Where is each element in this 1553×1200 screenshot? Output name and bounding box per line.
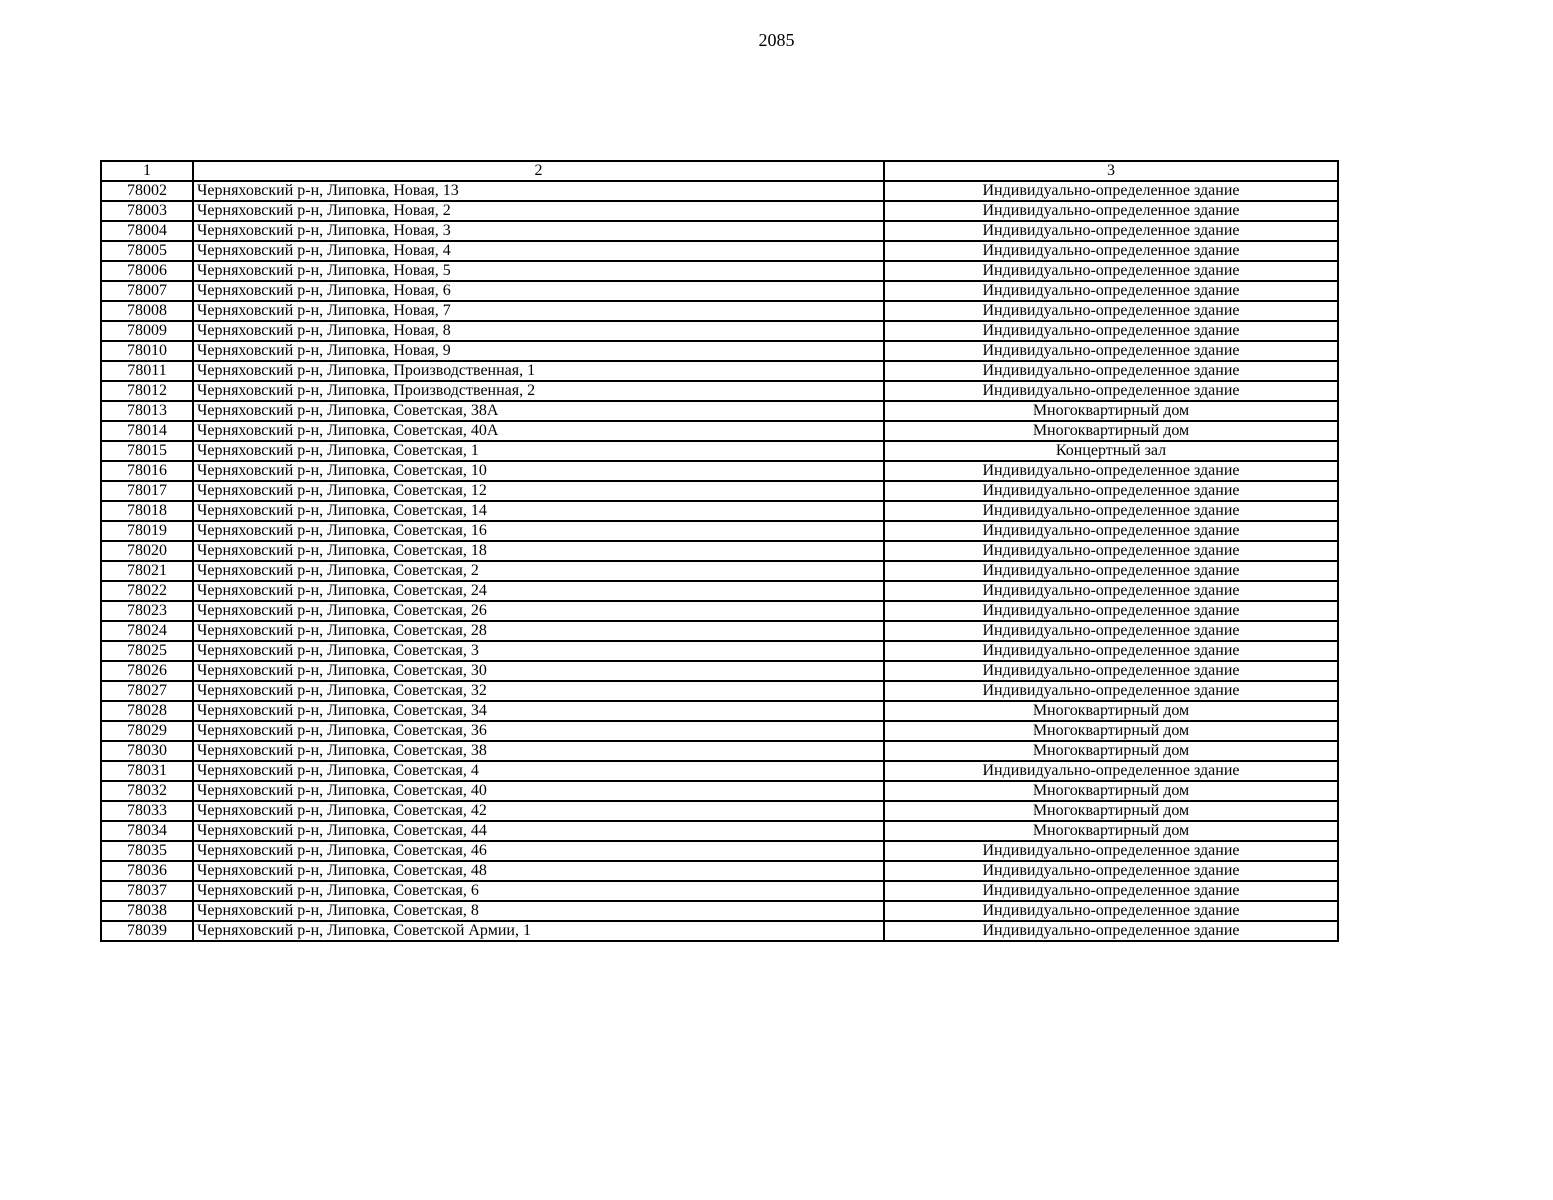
- address-cell: Черняховский р-н, Липовка, Советская, 36: [193, 721, 884, 741]
- table-row: [101, 321, 1338, 341]
- table-row: [101, 901, 1338, 921]
- address-cell: Черняховский р-н, Липовка, Советская, 10: [193, 461, 884, 481]
- table-row: [101, 781, 1338, 801]
- object-type-cell: Индивидуально-определенное здание: [884, 861, 1338, 881]
- table-row: [101, 761, 1338, 781]
- row-number-cell: 78011: [101, 361, 193, 381]
- table-row: [101, 561, 1338, 581]
- table-row: [101, 201, 1338, 221]
- address-cell: Черняховский р-н, Липовка, Советская, 2: [193, 561, 884, 581]
- object-type-cell: Многоквартирный дом: [884, 721, 1338, 741]
- address-cell: Черняховский р-н, Липовка, Советская, 12: [193, 481, 884, 501]
- table-row: [101, 441, 1338, 461]
- address-cell: Черняховский р-н, Липовка, Советская, 38: [193, 741, 884, 761]
- row-number-cell: 78014: [101, 421, 193, 441]
- table-row: [101, 341, 1338, 361]
- address-cell: Черняховский р-н, Липовка, Советская, 46: [193, 841, 884, 861]
- address-cell: Черняховский р-н, Липовка, Производственная, 2: [193, 381, 884, 401]
- row-number-cell: 78030: [101, 741, 193, 761]
- row-number-cell: 78036: [101, 861, 193, 881]
- table-row: [101, 581, 1338, 601]
- object-type-cell: Многоквартирный дом: [884, 781, 1338, 801]
- row-number-cell: 78005: [101, 241, 193, 261]
- address-cell: Черняховский р-н, Липовка, Советская, 6: [193, 881, 884, 901]
- table-row: [101, 881, 1338, 901]
- object-type-cell: Индивидуально-определенное здание: [884, 541, 1338, 561]
- table-row: [101, 421, 1338, 441]
- object-type-cell: Индивидуально-определенное здание: [884, 361, 1338, 381]
- object-type-cell: Индивидуально-определенное здание: [884, 581, 1338, 601]
- column-header-2: 2: [193, 161, 884, 181]
- object-type-cell: Концертный зал: [884, 441, 1338, 461]
- object-type-cell: Индивидуально-определенное здание: [884, 681, 1338, 701]
- address-cell: Черняховский р-н, Липовка, Новая, 2: [193, 201, 884, 221]
- table-row: [101, 181, 1338, 201]
- table-row: [101, 381, 1338, 401]
- address-cell: Черняховский р-н, Липовка, Новая, 3: [193, 221, 884, 241]
- header-row: [101, 161, 1338, 181]
- object-type-cell: Индивидуально-определенное здание: [884, 201, 1338, 221]
- object-type-cell: Многоквартирный дом: [884, 821, 1338, 841]
- object-type-cell: Индивидуально-определенное здание: [884, 661, 1338, 681]
- row-number-cell: 78026: [101, 661, 193, 681]
- object-type-cell: Индивидуально-определенное здание: [884, 301, 1338, 321]
- address-cell: Черняховский р-н, Липовка, Советская, 28: [193, 621, 884, 641]
- address-cell: Черняховский р-н, Липовка, Советская, 3: [193, 641, 884, 661]
- object-type-cell: Индивидуально-определенное здание: [884, 921, 1338, 941]
- object-type-cell: Индивидуально-определенное здание: [884, 881, 1338, 901]
- object-type-cell: Многоквартирный дом: [884, 701, 1338, 721]
- address-cell: Черняховский р-н, Липовка, Новая, 13: [193, 181, 884, 201]
- table-row: [101, 361, 1338, 381]
- row-number-cell: 78015: [101, 441, 193, 461]
- table-row: [101, 521, 1338, 541]
- row-number-cell: 78002: [101, 181, 193, 201]
- row-number-cell: 78039: [101, 921, 193, 941]
- row-number-cell: 78034: [101, 821, 193, 841]
- row-number-cell: 78022: [101, 581, 193, 601]
- row-number-cell: 78019: [101, 521, 193, 541]
- object-type-cell: Индивидуально-определенное здание: [884, 341, 1338, 361]
- row-number-cell: 78003: [101, 201, 193, 221]
- address-cell: Черняховский р-н, Липовка, Новая, 5: [193, 261, 884, 281]
- address-cell: Черняховский р-н, Липовка, Советская, 24: [193, 581, 884, 601]
- column-header-3: 3: [884, 161, 1338, 181]
- address-cell: Черняховский р-н, Липовка, Советская, 44: [193, 821, 884, 841]
- address-cell: Черняховский р-н, Липовка, Советская, 40: [193, 781, 884, 801]
- table-row: [101, 261, 1338, 281]
- address-cell: Черняховский р-н, Липовка, Новая, 9: [193, 341, 884, 361]
- object-type-cell: Индивидуально-определенное здание: [884, 761, 1338, 781]
- table-row: [101, 921, 1338, 941]
- row-number-cell: 78028: [101, 701, 193, 721]
- row-number-cell: 78004: [101, 221, 193, 241]
- object-type-cell: Индивидуально-определенное здание: [884, 321, 1338, 341]
- object-type-cell: Индивидуально-определенное здание: [884, 281, 1338, 301]
- object-type-cell: Многоквартирный дом: [884, 741, 1338, 761]
- address-cell: Черняховский р-н, Липовка, Советская, 26: [193, 601, 884, 621]
- row-number-cell: 78025: [101, 641, 193, 661]
- table-row: [101, 401, 1338, 421]
- object-type-cell: Индивидуально-определенное здание: [884, 381, 1338, 401]
- row-number-cell: 78033: [101, 801, 193, 821]
- row-number-cell: 78018: [101, 501, 193, 521]
- row-number-cell: 78023: [101, 601, 193, 621]
- table-row: [101, 681, 1338, 701]
- address-cell: Черняховский р-н, Липовка, Советская, 42: [193, 801, 884, 821]
- table-row: [101, 621, 1338, 641]
- table-row: [101, 301, 1338, 321]
- object-type-cell: Индивидуально-определенное здание: [884, 481, 1338, 501]
- object-type-cell: Многоквартирный дом: [884, 421, 1338, 441]
- object-type-cell: Индивидуально-определенное здание: [884, 181, 1338, 201]
- address-cell: Черняховский р-н, Липовка, Советская, 1: [193, 441, 884, 461]
- address-cell: Черняховский р-н, Липовка, Советская, 34: [193, 701, 884, 721]
- table-row: [101, 281, 1338, 301]
- address-cell: Черняховский р-н, Липовка, Советская, 14: [193, 501, 884, 521]
- row-number-cell: 78020: [101, 541, 193, 561]
- row-number-cell: 78012: [101, 381, 193, 401]
- table-row: [101, 801, 1338, 821]
- column-header-1: 1: [101, 161, 193, 181]
- object-type-cell: Индивидуально-определенное здание: [884, 841, 1338, 861]
- address-cell: Черняховский р-н, Липовка, Советская, 40А: [193, 421, 884, 441]
- object-type-cell: Многоквартирный дом: [884, 801, 1338, 821]
- row-number-cell: 78031: [101, 761, 193, 781]
- address-cell: Черняховский р-н, Липовка, Советская, 8: [193, 901, 884, 921]
- address-cell: Черняховский р-н, Липовка, Производственная, 1: [193, 361, 884, 381]
- address-cell: Черняховский р-н, Липовка, Новая, 4: [193, 241, 884, 261]
- address-cell: Черняховский р-н, Липовка, Советская, 48: [193, 861, 884, 881]
- table-row: [101, 221, 1338, 241]
- table-row: [101, 641, 1338, 661]
- row-number-cell: 78035: [101, 841, 193, 861]
- object-type-cell: Индивидуально-определенное здание: [884, 221, 1338, 241]
- address-cell: Черняховский р-н, Липовка, Новая, 6: [193, 281, 884, 301]
- object-type-cell: Индивидуально-определенное здание: [884, 561, 1338, 581]
- row-number-cell: 78006: [101, 261, 193, 281]
- object-type-cell: Индивидуально-определенное здание: [884, 261, 1338, 281]
- property-registry-table: [100, 160, 1339, 942]
- address-cell: Черняховский р-н, Липовка, Новая, 7: [193, 301, 884, 321]
- table-row: [101, 241, 1338, 261]
- row-number-cell: 78009: [101, 321, 193, 341]
- object-type-cell: Индивидуально-определенное здание: [884, 461, 1338, 481]
- address-cell: Черняховский р-н, Липовка, Советская, 16: [193, 521, 884, 541]
- address-cell: Черняховский р-н, Липовка, Советская, 30: [193, 661, 884, 681]
- table-row: [101, 861, 1338, 881]
- address-cell: Черняховский р-н, Липовка, Советской Армии, 1: [193, 921, 884, 941]
- row-number-cell: 78017: [101, 481, 193, 501]
- object-type-cell: Индивидуально-определенное здание: [884, 621, 1338, 641]
- row-number-cell: 78013: [101, 401, 193, 421]
- object-type-cell: Индивидуально-определенное здание: [884, 241, 1338, 261]
- object-type-cell: Индивидуально-определенное здание: [884, 501, 1338, 521]
- row-number-cell: 78007: [101, 281, 193, 301]
- table-row: [101, 481, 1338, 501]
- page-number: 2085: [758, 30, 795, 50]
- row-number-cell: 78021: [101, 561, 193, 581]
- object-type-cell: Многоквартирный дом: [884, 401, 1338, 421]
- row-number-cell: 78038: [101, 901, 193, 921]
- table-row: [101, 501, 1338, 521]
- row-number-cell: 78016: [101, 461, 193, 481]
- table-row: [101, 721, 1338, 741]
- table-row: [101, 841, 1338, 861]
- object-type-cell: Индивидуально-определенное здание: [884, 521, 1338, 541]
- table-row: [101, 461, 1338, 481]
- table-body: [101, 181, 1338, 941]
- table-header: [101, 161, 1338, 181]
- object-type-cell: Индивидуально-определенное здание: [884, 901, 1338, 921]
- address-cell: Черняховский р-н, Липовка, Советская, 38А: [193, 401, 884, 421]
- row-number-cell: 78027: [101, 681, 193, 701]
- object-type-cell: Индивидуально-определенное здание: [884, 601, 1338, 621]
- table-row: [101, 821, 1338, 841]
- table-row: [101, 661, 1338, 681]
- row-number-cell: 78029: [101, 721, 193, 741]
- row-number-cell: 78032: [101, 781, 193, 801]
- row-number-cell: 78037: [101, 881, 193, 901]
- table-row: [101, 701, 1338, 721]
- table-row: [101, 541, 1338, 561]
- address-cell: Черняховский р-н, Липовка, Советская, 32: [193, 681, 884, 701]
- row-number-cell: 78008: [101, 301, 193, 321]
- row-number-cell: 78024: [101, 621, 193, 641]
- object-type-cell: Индивидуально-определенное здание: [884, 641, 1338, 661]
- table-row: [101, 741, 1338, 761]
- address-cell: Черняховский р-н, Липовка, Советская, 18: [193, 541, 884, 561]
- address-cell: Черняховский р-н, Липовка, Советская, 4: [193, 761, 884, 781]
- row-number-cell: 78010: [101, 341, 193, 361]
- table-row: [101, 601, 1338, 621]
- address-cell: Черняховский р-н, Липовка, Новая, 8: [193, 321, 884, 341]
